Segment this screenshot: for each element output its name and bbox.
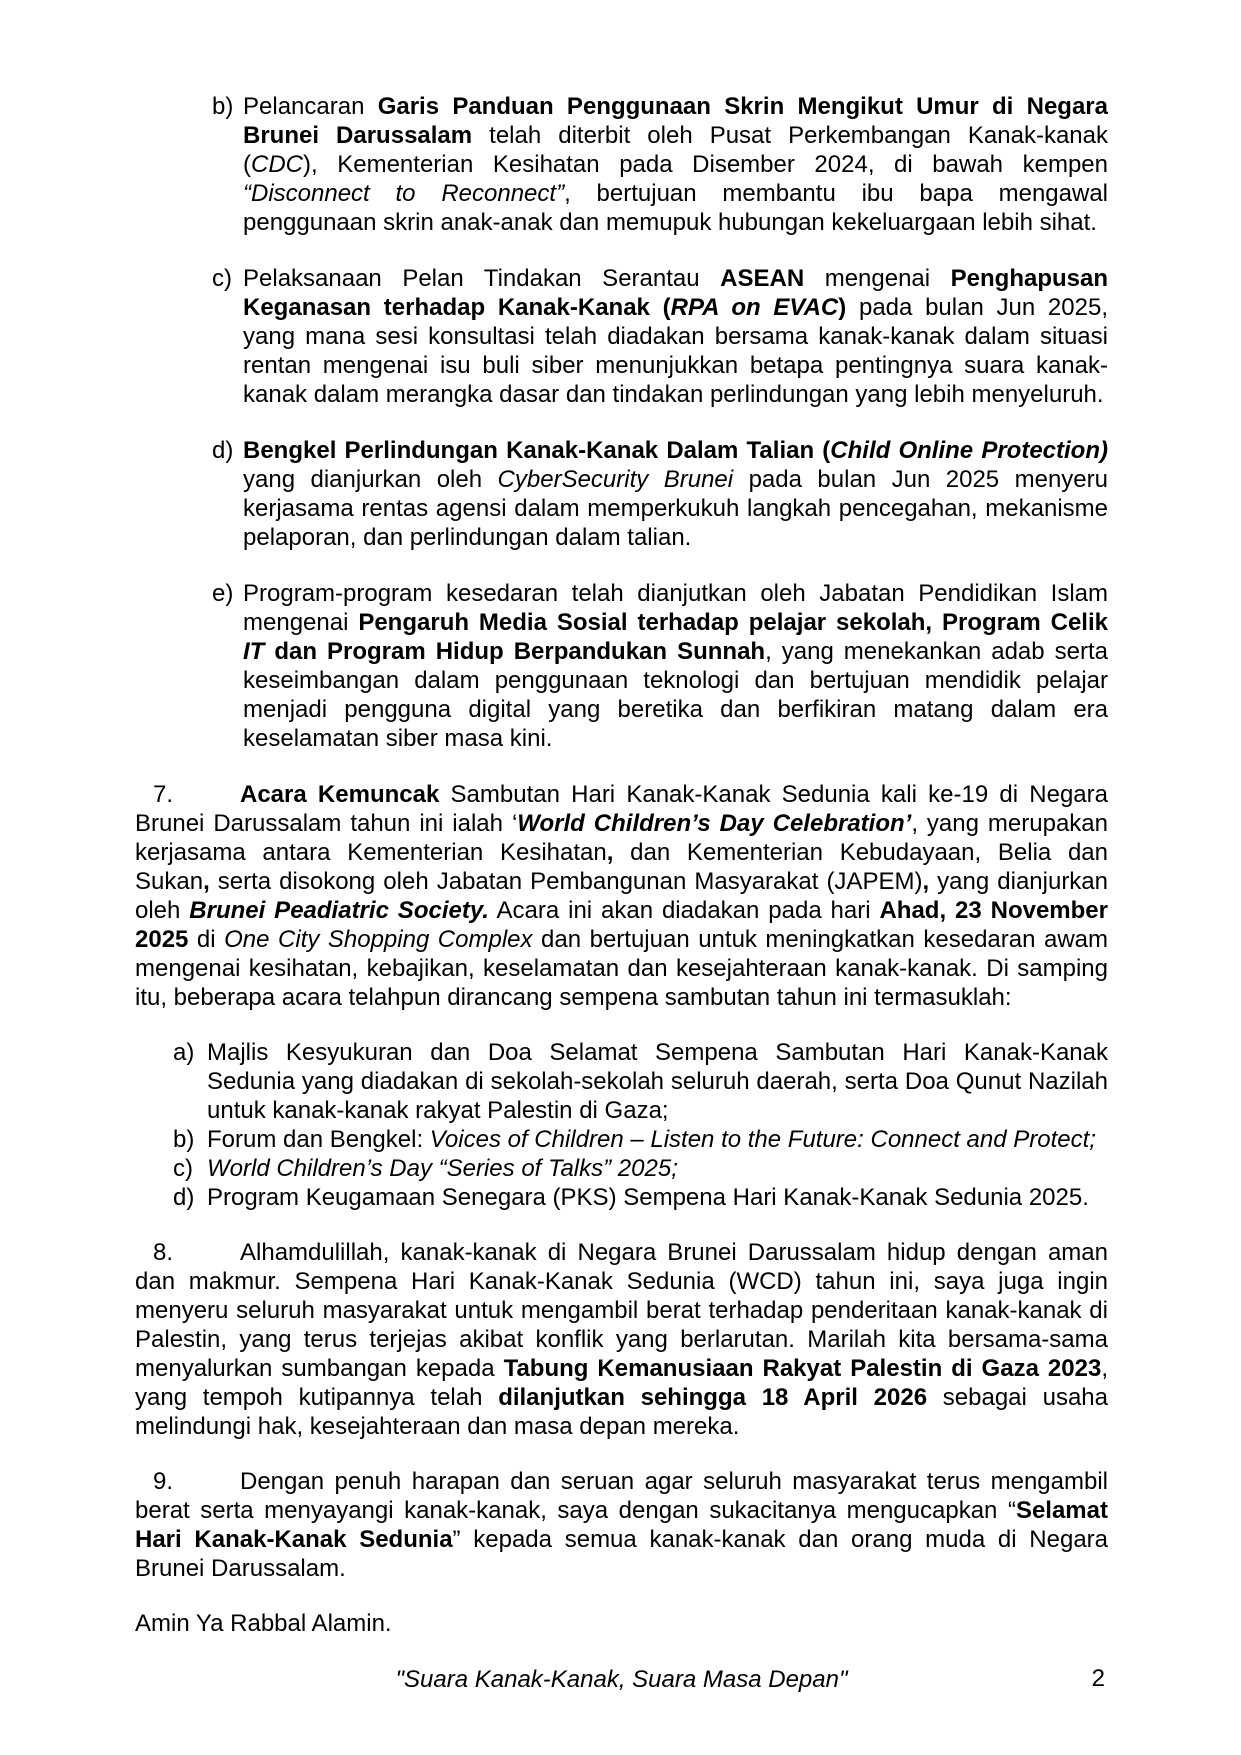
list-marker: d) [212,437,234,464]
paragraph-7 [135,780,1108,1012]
list-item-b2 [135,1125,1108,1154]
paragraph-text: Alhamdulillah, kanak-kanak di Negara Brunei Darussalam hidup dengan aman dan makmur. Sempena Hari Kanak-Kanak Sedunia (WCD) tahun ini, saya juga ingin menyeru seluruh masyarakat untuk mengambil berat terhadap penderitaan kanak-kanak di Palestin, yang terus terjejas akibat konflik yang berlarutan. Marilah kita bersama-sama menyalurkan sumbangan kepada Tabung Kemanusiaan Rakyat Palestin di Gaza 2023, yang tempoh kutipannya telah dilanjutkan sehingga 18 April 2026 sebagai usaha melindungi hak, kesejahteraan dan masa depan mereka. [135,1239,1108,1440]
list-item-text: Pelaksanaan Pelan Tindakan Serantau ASEAN mengenai Penghapusan Keganasan terhadap Kanak-Kanak (RPA on EVAC) pada bulan Jun 2025, yang mana sesi konsultasi telah diadakan bersama kanak-kanak dalam situasi rentan mengenai isu buli siber menunjukkan betapa pentingnya suara kanak-kanak dalam merangka dasar dan tindakan perlindungan yang lebih menyeluruh. [243,265,1109,408]
closing-line: Amin Ya Rabbal Alamin. [135,1610,392,1637]
list-item-a2 [135,1038,1108,1125]
list-item-c2 [135,1154,1108,1183]
list-marker: b) [212,93,234,120]
list-marker: a) [173,1039,195,1066]
paragraph-8 [135,1238,1108,1441]
paragraph-9 [135,1467,1108,1583]
list-marker: e) [212,580,234,607]
footer-quote: "Suara Kanak-Kanak, Suara Masa Depan" [395,1666,848,1693]
list-item-text: Majlis Kesyukuran dan Doa Selamat Sempena Sambutan Hari Kanak-Kanak Sedunia yang diadakan di sekolah-sekolah seluruh daerah, serta Doa Qunut Nazilah untuk kanak-kanak rakyat Palestin di Gaza; [207,1039,1108,1124]
page-number: 2 [1091,1665,1105,1692]
list-item-text: Program Keugamaan Senegara (PKS) Sempena Hari Kanak-Kanak Sedunia 2025. [207,1184,1089,1211]
list-item-text: Pelancaran Garis Panduan Penggunaan Skrin Mengikut Umur di Negara Brunei Darussalam telah diterbit oleh Pusat Perkembangan Kanak-kanak (CDC), Kementerian Kesihatan pada Disember 2024, di bawah kempen “Disconnect to Reconnect”, bertujuan membantu ibu bapa mengawal penggunaan skrin anak-anak dan memupuk hubungan kekeluargaan lebih sihat. [243,93,1108,236]
paragraph-text: Acara Kemuncak Sambutan Hari Kanak-Kanak Sedunia kali ke-19 di Negara Brunei Darussalam tahun ini ialah ‘World Children’s Day Celebration’, yang merupakan kerjasama antara Kementerian Kesihatan, dan Kementerian Kebudayaan, Belia dan Sukan, serta disokong oleh Jabatan Pembangunan Masyarakat (JAPEM), yang dianjurkan oleh Brunei Peadiatric Society. Acara ini akan diadakan pada hari Ahad, 23 November 2025 di One City Shopping Complex dan bertujuan untuk meningkatkan kesedaran awam mengenai kesihatan, kebajikan, keselamatan dan kesejahteraan kanak-kanak. Di samping itu, beberapa acara telahpun dirancang sempena sambutan tahun ini termasuklah: [135,781,1109,1011]
list-marker: c) [173,1155,193,1182]
event-list [135,1038,1108,1212]
list-marker: b) [173,1126,195,1153]
paragraph-number: 7. [153,781,174,808]
list-item-d [135,436,1108,552]
list-marker: c) [212,265,232,292]
list-item-text: Bengkel Perlindungan Kanak-Kanak Dalam Talian (Child Online Protection) yang dianjurkan oleh CyberSecurity Brunei pada bulan Jun 2025 menyeru kerjasama rentas agensi dalam memperkukuh langkah pencegahan, mekanisme pelaporan, dan perlindungan dalam talian. [243,437,1108,551]
list-item-text: World Children’s Day “Series of Talks” 2025; [207,1155,678,1182]
list-item-d2 [135,1183,1108,1212]
paragraph-number: 8. [153,1239,174,1266]
paragraph-number: 9. [153,1468,174,1495]
list-item-text: Program-program kesedaran telah dianjutkan oleh Jabatan Pendidikan Islam mengenai Pengaruh Media Sosial terhadap pelajar sekolah, Program Celik IT dan Program Hidup Berpandukan Sunnah, yang menekankan adab serta keseimbangan dalam penggunaan teknologi dan bertujuan mendidik pelajar menjadi pengguna digital yang beretika dan berfikiran matang dalam era keselamatan siber masa kini. [243,580,1108,752]
list-item-c [135,264,1108,409]
paragraph-text: Dengan penuh harapan dan seruan agar seluruh masyarakat terus mengambil berat serta menyayangi kanak-kanak, saya dengan sukacitanya mengucapkan “Selamat Hari Kanak-Kanak Sedunia” kepada semua kanak-kanak dan orang muda di Negara Brunei Darussalam. [135,1468,1109,1582]
list-marker: d) [173,1184,195,1211]
list-item-text: Forum dan Bengkel: Voices of Children – Listen to the Future: Connect and Protect; [207,1126,1096,1153]
list-item-b [135,92,1108,237]
list-item-e [135,579,1108,753]
